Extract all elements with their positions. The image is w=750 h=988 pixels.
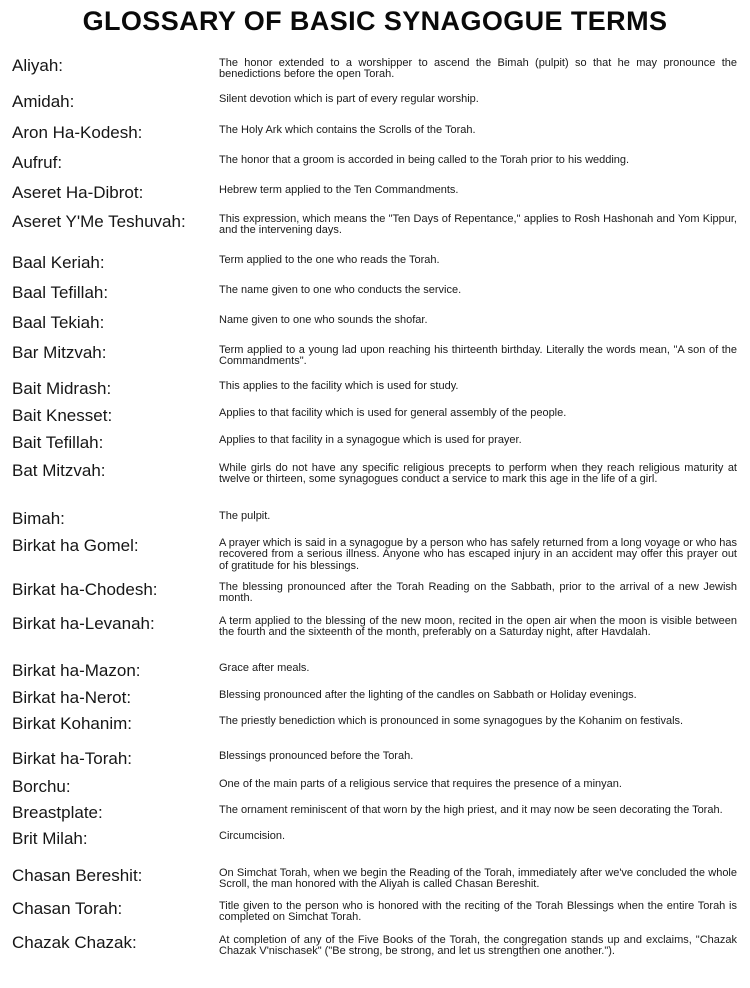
glossary-term: Chasan Bereshit: [12, 866, 143, 885]
glossary-definition: The honor extended to a worshipper to ascend the Bimah (pulpit) so that he may pronounce the benedictions before the open Torah. [219, 57, 737, 81]
glossary-term: Bait Tefillah: [12, 433, 104, 452]
page-title: GLOSSARY OF BASIC SYNAGOGUE TERMS [82, 6, 668, 36]
glossary-term: Bimah: [12, 509, 65, 528]
glossary-term: Aufruf: [12, 153, 63, 172]
glossary-term: Chazak Chazak: [12, 933, 137, 952]
glossary-term: Birkat Kohanim: [12, 714, 132, 733]
glossary-definition: Circumcision. [219, 830, 286, 842]
glossary-term: Bait Midrash: [12, 379, 112, 398]
glossary-definition: Grace after meals. [219, 662, 310, 674]
glossary-definition: The blessing pronounced after the Torah Reading on the Sabbath, prior to the arrival of a new Jewish month. [219, 581, 737, 605]
glossary-definition: This applies to the facility which is used for study. [219, 380, 459, 392]
glossary-term: Baal Tekiah: [12, 313, 105, 332]
glossary-definition: Name given to one who sounds the shofar. [219, 314, 428, 326]
glossary-definition: At completion of any of the Five Books of the Torah, the congregation stands up and exclaims, "Chazak Chazak V'nischasek" ("Be strong, be strong, and let us strengthen one another."). [219, 934, 737, 958]
glossary-definition: The pulpit. [219, 510, 271, 522]
glossary-definition: The ornament reminiscent of that worn by the high priest, and it may now be seen decorating the Torah. [219, 804, 723, 816]
glossary-definition: Term applied to the one who reads the Torah. [219, 254, 440, 266]
glossary-term: Aron Ha-Kodesh: [12, 123, 143, 142]
glossary-definition: Term applied to a young lad upon reaching his thirteenth birthday. Literally the words mean, "A son of the Commandments". [219, 344, 737, 368]
glossary-definition: Applies to that facility which is used for general assembly of the people. [219, 407, 567, 419]
glossary-term: Baal Keriah: [12, 253, 105, 272]
glossary-definition: A term applied to the blessing of the new moon, recited in the open air when the moon is visible between the fourth and the sixteenth of the month, preferably on a Saturday night, after Havdalah. [219, 615, 737, 639]
glossary-definition: Blessing pronounced after the lighting of the candles on Sabbath or Holiday evenings. [219, 689, 637, 701]
glossary-term: Birkat ha-Nerot: [12, 688, 132, 707]
glossary-definition: The name given to one who conducts the service. [219, 284, 462, 296]
glossary-definition: Silent devotion which is part of every regular worship. [219, 93, 479, 105]
glossary-term: Birkat ha Gomel: [12, 536, 139, 555]
glossary-definition: On Simchat Torah, when we begin the Reading of the Torah, immediately after we've concluded the whole Scroll, the man honored with the Aliyah is called Chasan Bereshit. [219, 867, 737, 891]
glossary-term: Birkat ha-Torah: [12, 749, 132, 768]
glossary-term: Birkat ha-Levanah: [12, 614, 155, 633]
glossary-term: Bat Mitzvah: [12, 461, 106, 480]
glossary-term: Birkat ha-Chodesh: [12, 580, 158, 599]
glossary-definition: This expression, which means the "Ten Days of Repentance," applies to Rosh Hashonah and Yom Kippur, and the intervening days. [219, 213, 737, 237]
glossary-definition: A prayer which is said in a synagogue by a person who has safely returned from a long voyage or who has recovered from a serious illness. Anyone who has escaped injury in an accident may offer this prayer out of gratitude for his blessings. [219, 537, 737, 572]
glossary-definition: The Holy Ark which contains the Scrolls of the Torah. [219, 124, 476, 136]
glossary-term: Bar Mitzvah: [12, 343, 107, 362]
glossary-term: Chasan Torah: [12, 899, 123, 918]
glossary-term: Aliyah: [12, 56, 64, 75]
glossary-term: Brit Milah: [12, 829, 88, 848]
glossary-term: Bait Knesset: [12, 406, 113, 425]
glossary-term: Breastplate: [12, 803, 103, 822]
glossary-term: Amidah: [12, 92, 75, 111]
glossary-definition: Hebrew term applied to the Ten Commandments. [219, 184, 459, 196]
glossary-term: Aseret Ha-Dibrot: [12, 183, 144, 202]
glossary-definition: One of the main parts of a religious service that requires the presence of a minyan. [219, 778, 622, 790]
glossary-definition: Applies to that facility in a synagogue which is used for prayer. [219, 434, 522, 446]
glossary-term: Birkat ha-Mazon: [12, 661, 141, 680]
glossary-definition: While girls do not have any specific religious precepts to perform when they reach religious maturity at twelve or thirteen, some synagogues conduct a service to mark this age in the life of a girl. [219, 462, 737, 486]
glossary-definition: The priestly benediction which is pronounced in some synagogues by the Kohanim on festivals. [219, 715, 684, 727]
glossary-term: Baal Tefillah: [12, 283, 109, 302]
glossary-definition: The honor that a groom is accorded in being called to the Torah prior to his wedding. [219, 154, 630, 166]
glossary-definition: Title given to the person who is honored with the reciting of the Torah Blessings when the entire Torah is completed on Simchat Torah. [219, 900, 737, 924]
glossary-term: Borchu: [12, 777, 71, 796]
glossary-definition: Blessings pronounced before the Torah. [219, 750, 414, 762]
glossary-term: Aseret Y'Me Teshuvah: [12, 212, 186, 231]
